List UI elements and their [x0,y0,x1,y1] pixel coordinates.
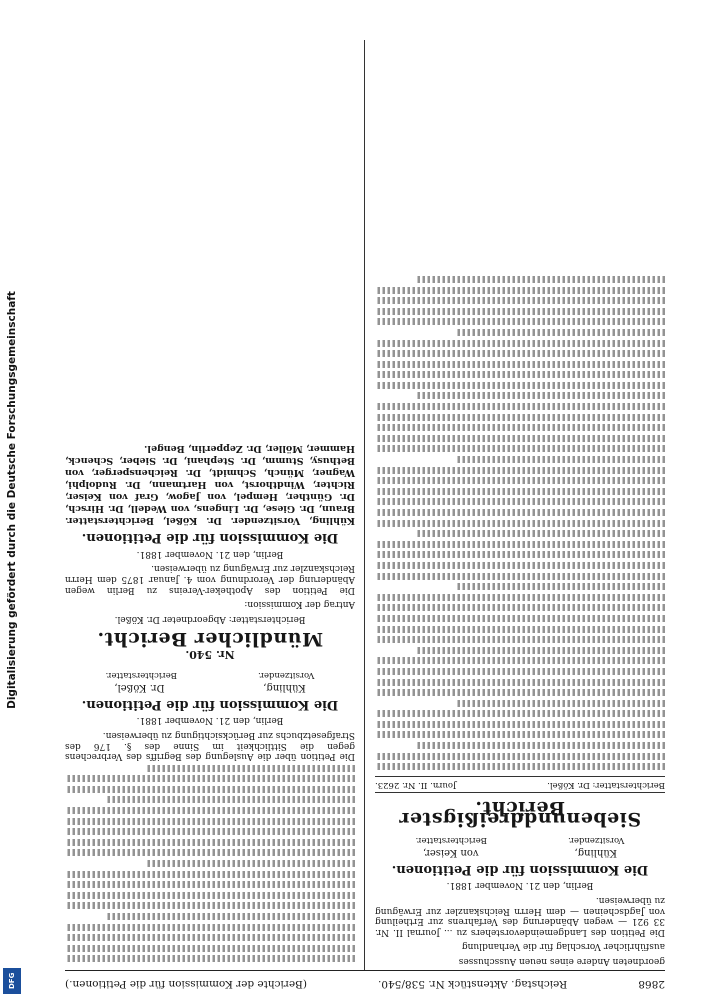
text-line [65,775,355,782]
chair-signature: Kühling, [263,682,306,694]
text-line [65,807,355,814]
page-number: 2868 [638,978,665,990]
running-title: (Berichte der Kommission für die Petitionen.) [65,978,307,990]
text-line [375,520,665,527]
roles-538 [375,834,665,845]
text-line [375,763,665,770]
signatures-539 [65,682,355,693]
chair-role: Vorsitzender. [258,669,315,680]
text-line [375,562,665,569]
left-column [375,272,665,966]
text-line [375,626,665,633]
commission-members: Kühling, Vorsitzender. Dr. Kößel, Berichterstatter. Braun, Dr. Giese, Dr. Lingens, von Wedell, Dr. Hirsch, Dr. Günther, Hempel, von Jagow, Graf von Keiser, Richter, Windthorst, von Hartmann, Dr. Rudolphi, Wagner, Münch, Schmidt, Dr. Reichensperger, von Bethusy, Stumm, Dr. Stephani, Dr. Sieber, Schenck, Hammer, Möller, Dr. Zepperlin, Bengel. [65,442,355,526]
text-line [375,445,665,452]
text-line [375,594,665,601]
roles-539 [65,669,355,680]
text-line [416,647,665,654]
text-line [416,742,665,749]
session-label: Reichstag. Aktenstück Nr. 538/540. [378,978,568,990]
digitization-credit [4,0,20,1000]
text-line [65,786,355,793]
text-line [375,668,665,675]
text-line [375,350,665,357]
text-line [416,530,665,537]
column-divider [364,40,365,970]
text-line [375,414,665,421]
text-line [375,753,665,760]
commission-title-539: Die Kommission für die Petitionen. [81,696,339,712]
text-line [375,424,665,431]
text-line [375,361,665,368]
chair-signature: Kühling, [574,847,618,859]
text-line [375,710,665,717]
text-line [65,828,355,835]
text-line [65,924,355,931]
date-540: Berlin, den 21. November 1881. [136,548,284,559]
chair-role: Vorsitzender. [568,834,625,845]
date-539: Berlin, den 21. November 1881. [136,715,284,726]
text-line [375,371,665,378]
text-line [375,721,665,728]
text-line [456,456,665,463]
motion-540: Antrag der Kommission: [244,599,355,610]
text-line [375,308,665,315]
text-line [106,913,355,920]
rapporteur-role: Berichterstatter. [105,669,177,680]
text-line [375,287,665,294]
petition-538-text: Die Petition des Landgemeindevorstehers zu ... Journal II. Nr. 33 921 — wegen Abänderung des Verfahrens zur Ertheilung von Jagdscheinen — dem Herrn Reichskanzler zur Erwägung zu überweisen. [375,895,665,937]
text-line [65,892,355,899]
dfg-logo: DFG [3,968,21,994]
text-line [375,435,665,442]
text-line [375,679,665,686]
text-line [375,657,665,664]
text-line [456,329,665,336]
page-header [65,970,665,990]
report-number-540: Nr. 540. [185,647,235,661]
right-column [65,438,355,966]
text-line [375,604,665,611]
text-line [65,839,355,846]
rapporteur-role: Berichterstatter. [415,834,487,845]
commission-title-540: Die Kommission für die Petitionen. [81,530,339,546]
text-line [65,849,355,856]
text-line [65,955,355,962]
text-line [375,551,665,558]
rapporteur-name: Berichterstatter: Dr. Kößel. [547,779,665,790]
text-line [65,871,355,878]
petition-539-text: Die Petition über die Auslegung des Begriffs des Verbrechens gegen die Sittlichkeit im Sinne des §. 176 des Strafgesetzbuchs zur Berücksichtigung zu überweisen. [65,729,355,762]
text-line [375,689,665,696]
commission-title-538: Die Kommission für die Petitionen. [391,861,649,877]
report-heading-539: Siebenunddreißigster Bericht. [398,797,642,831]
text-line [375,488,665,495]
text-line [375,541,665,548]
text-line [375,477,665,484]
text-line [65,818,355,825]
text-line [456,583,665,590]
date-538: Berlin, den 21. November 1881. [446,880,594,891]
text-line [375,467,665,474]
text-line [65,934,355,941]
rapporteur-box-539 [375,776,665,793]
digitization-credit-text: Digitalisierung gefördert durch die Deutsche Forschungsgemeinschaft [6,291,19,709]
text-line [65,881,355,888]
text-line [375,382,665,389]
text-line [375,573,665,580]
text-line [456,700,665,707]
signatures-538 [375,847,665,858]
rapporteur-signature: von Keiser, [422,847,479,859]
text-line [375,340,665,347]
text-line [375,636,665,643]
text-line [416,393,665,400]
text-line [416,276,665,283]
text-line [146,765,355,772]
intro-text: geordneten Andere eines neuen Ausschusses [458,956,665,966]
text-line [106,797,355,804]
text-line [375,615,665,622]
text-line [65,902,355,909]
text-line [375,498,665,505]
text-line [375,732,665,739]
text-line [375,509,665,516]
intro-text-2: ausführlicher Vorschlag für die Verhandlung [461,941,665,952]
text-line [146,860,355,867]
report-heading-540: Mündlicher Bericht. [96,628,324,651]
rapporteur-signature: Dr. Kößel, [114,682,165,694]
rapporteur-540: Berichterstatter: Abgeordneter Dr. Kößel. [114,613,306,624]
journal-number: Journ. II. Nr. 2623. [375,779,457,790]
text-line [375,318,665,325]
petition-540-text: Die Petition des Apotheker-Vereins zu Berlin wegen Abänderung der Verordnung vom 4. Januar 1875 dem Herrn Reichskanzler zur Erwägung zu überweisen. [65,563,355,595]
text-line [65,945,355,952]
text-line [375,297,665,304]
text-line [375,403,665,410]
